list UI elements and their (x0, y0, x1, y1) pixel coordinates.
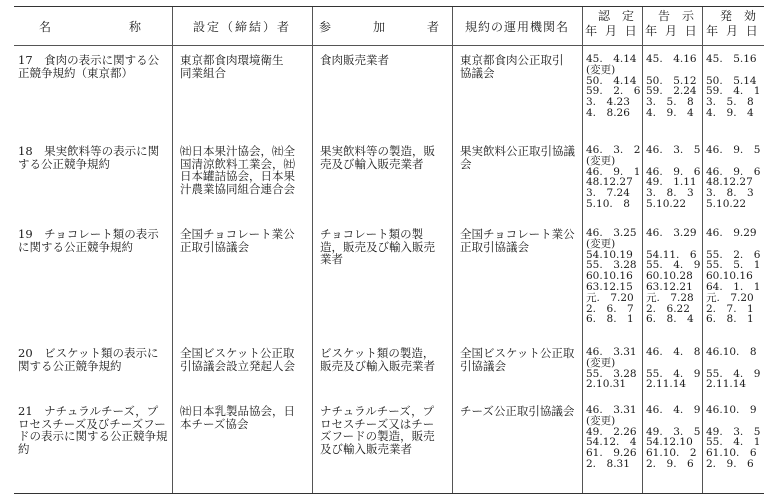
row-17-participant: 食肉販売業者 (320, 53, 389, 67)
row-19-org: 全国チョコレート業公 正取引協議会 (460, 227, 575, 254)
header-name: 名 称 (38, 19, 147, 34)
row-21-notice: 46. 4. 9 49. 3. 5 54.12.10 61.10. 2 2. 9. 6 (646, 404, 701, 470)
row-20-participant: ビスケット類の製造， 販売及び輸入販売業者 (320, 346, 435, 373)
row-19-notice: 46. 3.29 54.11. 6 55. 4. 9 60.10.28 63.12.21 元. 7.28 2. 6.22 6. 8. 4 (646, 227, 701, 326)
row-19-participant: チョコレート類の製 造，販売及び輸入販売 業者 (320, 227, 435, 266)
row-18-org: 果実飲料公正取引協議 会 (460, 144, 575, 171)
header-divider (14, 45, 764, 46)
column-divider (702, 7, 703, 493)
row-20-effective: 46.10. 8 55. 4. 9 2.11.14 (706, 346, 761, 391)
header-effective (702, 9, 764, 45)
row-20-org: 全国ビスケット公正取 引協議会 (460, 346, 575, 373)
row-18-effective: 46. 9. 5 46. 9. 6 48.12.27 3. 8. 3 5.10.22 (706, 144, 761, 210)
row-21-setter: ㈳日本乳製品協会，日 本チーズ協会 (180, 404, 295, 431)
column-divider (312, 7, 313, 493)
header-setter: 設定（締結）者 (192, 19, 291, 34)
row-19-effective: 46. 9.29 55. 2. 6 55. 5. 1 60.10.16 64. 1. 1 元. 7.20 2. 7. 1 6. 8. 1 (706, 227, 761, 326)
row-19-name: 19 チョコレート類の表示に関する公正競争規約 (18, 227, 159, 254)
row-20-approved: 46. 3.31 (変更) 55. 3.28 2.10.31 (586, 346, 637, 391)
header-approved-bottom: 年 月 日 (585, 24, 639, 38)
row-18-name: 18 果実飲料等の表示に関する公正競争規約 (18, 144, 160, 171)
header-approved (582, 9, 642, 45)
row-18-setter: ㈳日本果汁協会，㈳全 国清涼飲料工業会，㈳ 日本罐詰協会，日本果 汁農業協同組合連合会 (180, 144, 295, 196)
row-19-approved: 46. 3.25 (変更) 54.10.19 55. 3.28 60.10.16 63.12.15 元. 7.20 2. 6. 7 6. 8. 1 (586, 227, 637, 326)
row-19-setter: 全国チョコレート業公 正取引協議会 (180, 227, 295, 254)
column-divider (582, 7, 583, 493)
row-20-setter: 全国ビスケット公正取 引協議会設立発起人会 (180, 346, 295, 373)
header-notice-top: 告 示 (657, 9, 694, 23)
row-18-approved: 46. 3. 2 (変更) 46. 9. 1 48.12.27 3. 7.24 5.10. 8 (586, 144, 641, 210)
header-notice-bottom: 年 月 日 (645, 24, 699, 38)
row-21-effective: 46.10. 9 49. 3. 5 55. 4. 1 61.10. 6 2. 9. 6 (706, 404, 761, 470)
row-21-approved: 46. 3.31 (変更) 49. 2.26 54.12. 4 61. 9.26 2. 8.31 (586, 404, 637, 470)
row-20-notice: 46. 4. 8 55. 4. 9 2.11.14 (646, 346, 701, 391)
regulation-table (14, 6, 764, 494)
row-18-participant: 果実飲料等の製造，販 売及び輸入販売業者 (320, 144, 435, 171)
row-21-name: 21 ナチュラルチーズ，プロセスチーズ及びチーズフードの表示に関する公正競争規約 (18, 404, 168, 456)
column-divider (642, 7, 643, 493)
row-17-approved: 45. 4.14 (変更) 50. 4.14 59. 2. 6 3. 4.23 4. 8.26 (586, 53, 641, 119)
header-participant: 参 加 者 (318, 19, 445, 34)
header-approved-top: 認 定 (597, 9, 634, 23)
row-17-effective: 45. 5.16 50. 5.14 59. 4. 1 3. 5. 8 4. 9. 4 (706, 53, 761, 119)
header-org: 規約の運用機関名 (464, 19, 569, 34)
header-effective-top: 発 効 (719, 9, 756, 23)
row-17-name: 17 食肉の表示に関する公正競争規約（東京都） (18, 53, 160, 80)
header-effective-bottom: 年 月 日 (706, 24, 760, 38)
column-divider (172, 7, 173, 493)
row-21-org: チーズ公正取引協議会 (460, 404, 575, 418)
column-divider (452, 7, 453, 493)
row-17-org: 東京都食肉公正取引 協議会 (460, 53, 564, 80)
row-17-setter: 東京都食肉環境衛生 同業組合 (180, 53, 284, 80)
row-20-name: 20 ビスケット類の表示に関する公正競争規約 (18, 346, 159, 373)
row-18-notice: 46. 3. 5 46. 9. 6 49. 1.11 3. 8. 3 5.10.22 (646, 144, 701, 210)
row-21-participant: ナチュラルチーズ，プ ロセスチーズ又はチー ズフードの製造，販売 及び輸入販売業者 (320, 404, 435, 456)
header-notice (642, 9, 702, 45)
row-17-notice: 45. 4.16 50. 5.12 59. 2.24 3. 5. 8 4. 9. 4 (646, 53, 697, 119)
